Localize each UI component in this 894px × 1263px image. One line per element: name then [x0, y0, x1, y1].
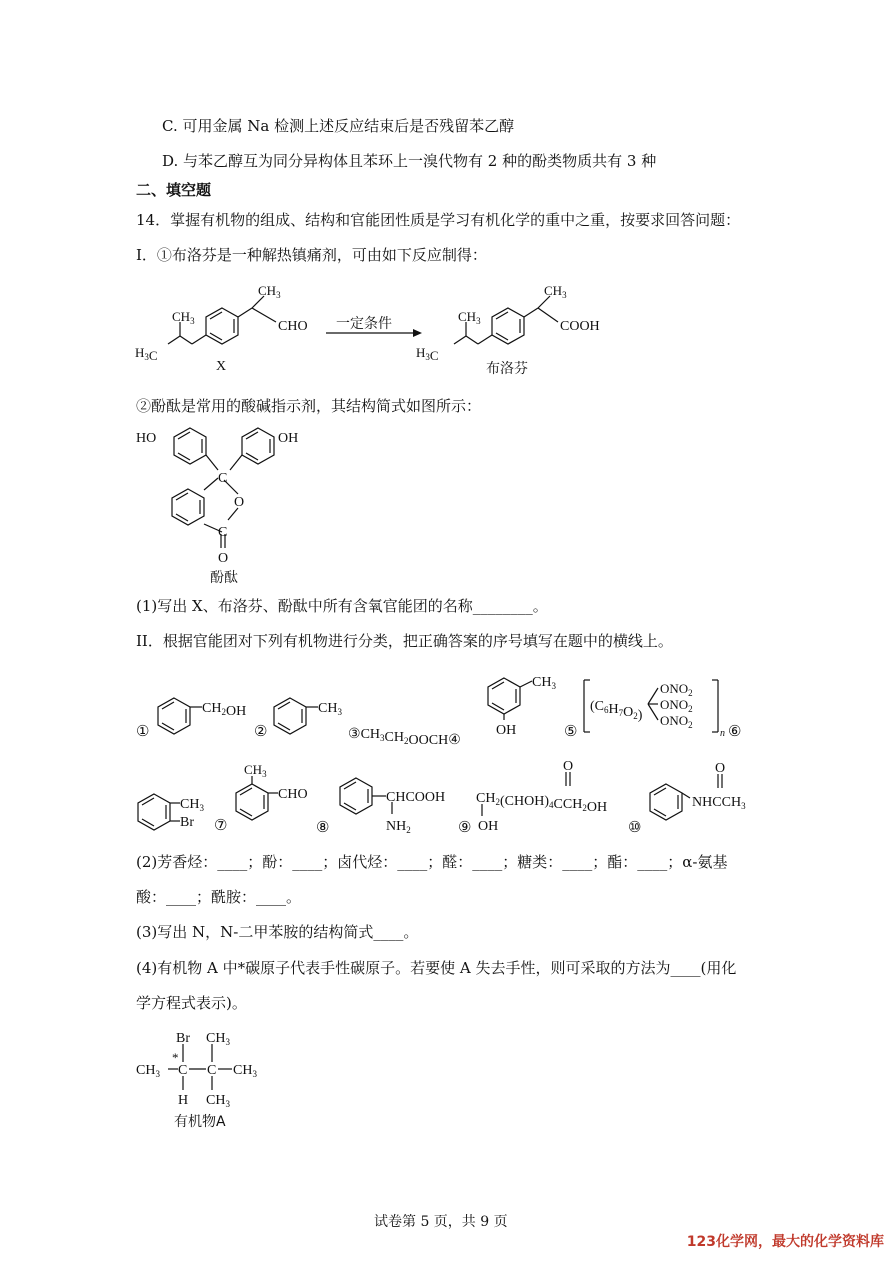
svg-text:⑧: ⑧	[316, 820, 330, 836]
svg-text:CH2(CHOH)4CCH2OH: $CH_2(CHOH)_4CCH_2OH$	[476, 791, 608, 815]
svg-text:O: O	[563, 759, 574, 774]
central-carbon: C	[218, 471, 228, 486]
reactant-h3c: $H_3C$	[135, 345, 158, 363]
svg-text:O: O	[715, 761, 726, 776]
reactant-label-x: X	[216, 359, 227, 374]
product-cooh: COOH	[560, 319, 600, 334]
svg-text:⑤: ⑤	[564, 724, 578, 740]
compound-a-label: 有机物A	[174, 1114, 226, 1130]
svg-text:C: C	[207, 1063, 217, 1078]
phenolphthalein-structure	[130, 420, 330, 590]
svg-text:CHCOOH: CHCOOH	[386, 790, 446, 805]
svg-text:Br: Br	[176, 1031, 190, 1046]
svg-text:CH3: $CH_3$	[233, 1063, 257, 1079]
svg-text:OH: OH	[278, 431, 299, 446]
reactant-cho: CHO	[278, 319, 308, 334]
svg-text:n: n	[720, 728, 725, 739]
ring-oxygen: O	[234, 495, 245, 510]
compounds-row-1	[130, 668, 770, 748]
svg-text:⑨: ⑨	[458, 820, 472, 836]
svg-text:CH3: $CH_3$	[206, 1031, 230, 1047]
svg-text:CH2OH: $CH_2OH$	[202, 701, 247, 719]
question-4-line-1: (4)有机物 A 中*碳原子代表手性碳原子。若要使 A 失去手性，则可采取的方法为____(用化	[136, 959, 737, 977]
svg-text:⑦: ⑦	[214, 818, 228, 834]
carbonyl-oxygen: O	[218, 551, 229, 566]
carbonyl-carbon: C	[218, 525, 228, 540]
watermark: 123化学网，最大的化学资料库	[686, 1234, 884, 1250]
phenolphthalein-label: 酚酞	[210, 570, 238, 586]
svg-text:②: ②	[254, 724, 268, 740]
question-4-line-2: 学方程式表示)。	[136, 994, 247, 1012]
svg-text:CH3: $CH_3$	[244, 762, 267, 779]
svg-text:OH: OH	[478, 819, 499, 834]
question-2-line-1: (2)芳香烃：____；酚：____；卤代烃：____；醛：____；糖类：____；酯：____；α-氨基	[136, 853, 728, 871]
svg-text:CHO: CHO	[278, 787, 308, 802]
svg-text:NH2: $NH_2$	[386, 819, 411, 835]
question-14-stem: 14．掌握有机物的组成、结构和官能团性质是学习有机化学的重中之重，按要求回答问题：	[136, 211, 741, 229]
svg-text:①: ①	[136, 724, 150, 740]
svg-text:ONO2: $ONO_2$	[660, 713, 693, 730]
compounds-row-2	[130, 758, 770, 840]
svg-text:⑥: ⑥	[728, 724, 742, 740]
svg-text:HO: HO	[136, 431, 157, 446]
svg-text:NHCCH3: $NHCCH_3$	[692, 795, 746, 811]
page-footer: 试卷第 5 页，共 9 页	[374, 1214, 508, 1230]
reactant-ch3-top: $CH_3$	[258, 283, 281, 300]
svg-text:⑩: ⑩	[628, 820, 642, 836]
svg-text:OH: OH	[496, 723, 517, 738]
question-2-line-2: 酸：____；酰胺：____。	[136, 888, 302, 906]
svg-text:CH3: $CH_3$	[136, 1063, 160, 1079]
question-1: (1)写出 X、布洛芬、酚酞中所有含氧官能团的名称________。	[136, 597, 548, 615]
svg-text:CH3: $CH_3$	[318, 701, 342, 717]
svg-text:Br: Br	[180, 815, 194, 830]
part-1-intro: I．①布洛芬是一种解热镇痛剂，可由如下反应制得：	[136, 246, 487, 264]
svg-text:CH3: $CH_3$	[532, 675, 556, 691]
reactant-ch3-branch: $CH_3$	[172, 309, 195, 326]
svg-text:H: H	[178, 1093, 189, 1108]
product-label: 布洛芬	[486, 361, 528, 377]
product-ch3-branch: $CH_3$	[458, 309, 481, 326]
section-title: 二、填空题	[136, 181, 212, 199]
svg-text:CH3: $CH_3$	[180, 797, 204, 813]
phenolphthalein-intro: ②酚酞是常用的酸碱指示剂，其结构简式如图所示：	[136, 397, 482, 415]
svg-text:(C6H7O2): $(C_6H_7O_2)$	[590, 699, 643, 723]
option-c: C. 可用金属 Na 检测上述反应结束后是否残留苯乙醇	[162, 117, 515, 135]
option-d: D. 与苯乙醇互为同分异构体且苯环上一溴代物有 2 种的酚类物质共有 3 种	[162, 152, 657, 170]
svg-text:ONO2: $ONO_2$	[660, 681, 693, 698]
product-h3c: $H_3C$	[416, 345, 439, 363]
compound-a-structure	[134, 1026, 294, 1136]
svg-text:③CH3CH2OOCH④: $③CH_3CH_2OOCH④$	[348, 727, 461, 748]
question-3: (3)写出 N，N-二甲苯胺的结构简式____。	[136, 923, 419, 941]
ibuprofen-reaction-diagram	[130, 278, 630, 378]
svg-text:*: *	[172, 1050, 179, 1065]
svg-text:CH3: $CH_3$	[206, 1093, 230, 1109]
reaction-condition: 一定条件	[336, 316, 392, 332]
svg-text:ONO2: $ONO_2$	[660, 697, 693, 714]
part-2-intro: II．根据官能团对下列有机物进行分类，把正确答案的序号填写在题中的横线上。	[136, 632, 673, 650]
product-ch3-top: $CH_3$	[544, 283, 567, 300]
svg-text:C: C	[178, 1063, 188, 1078]
